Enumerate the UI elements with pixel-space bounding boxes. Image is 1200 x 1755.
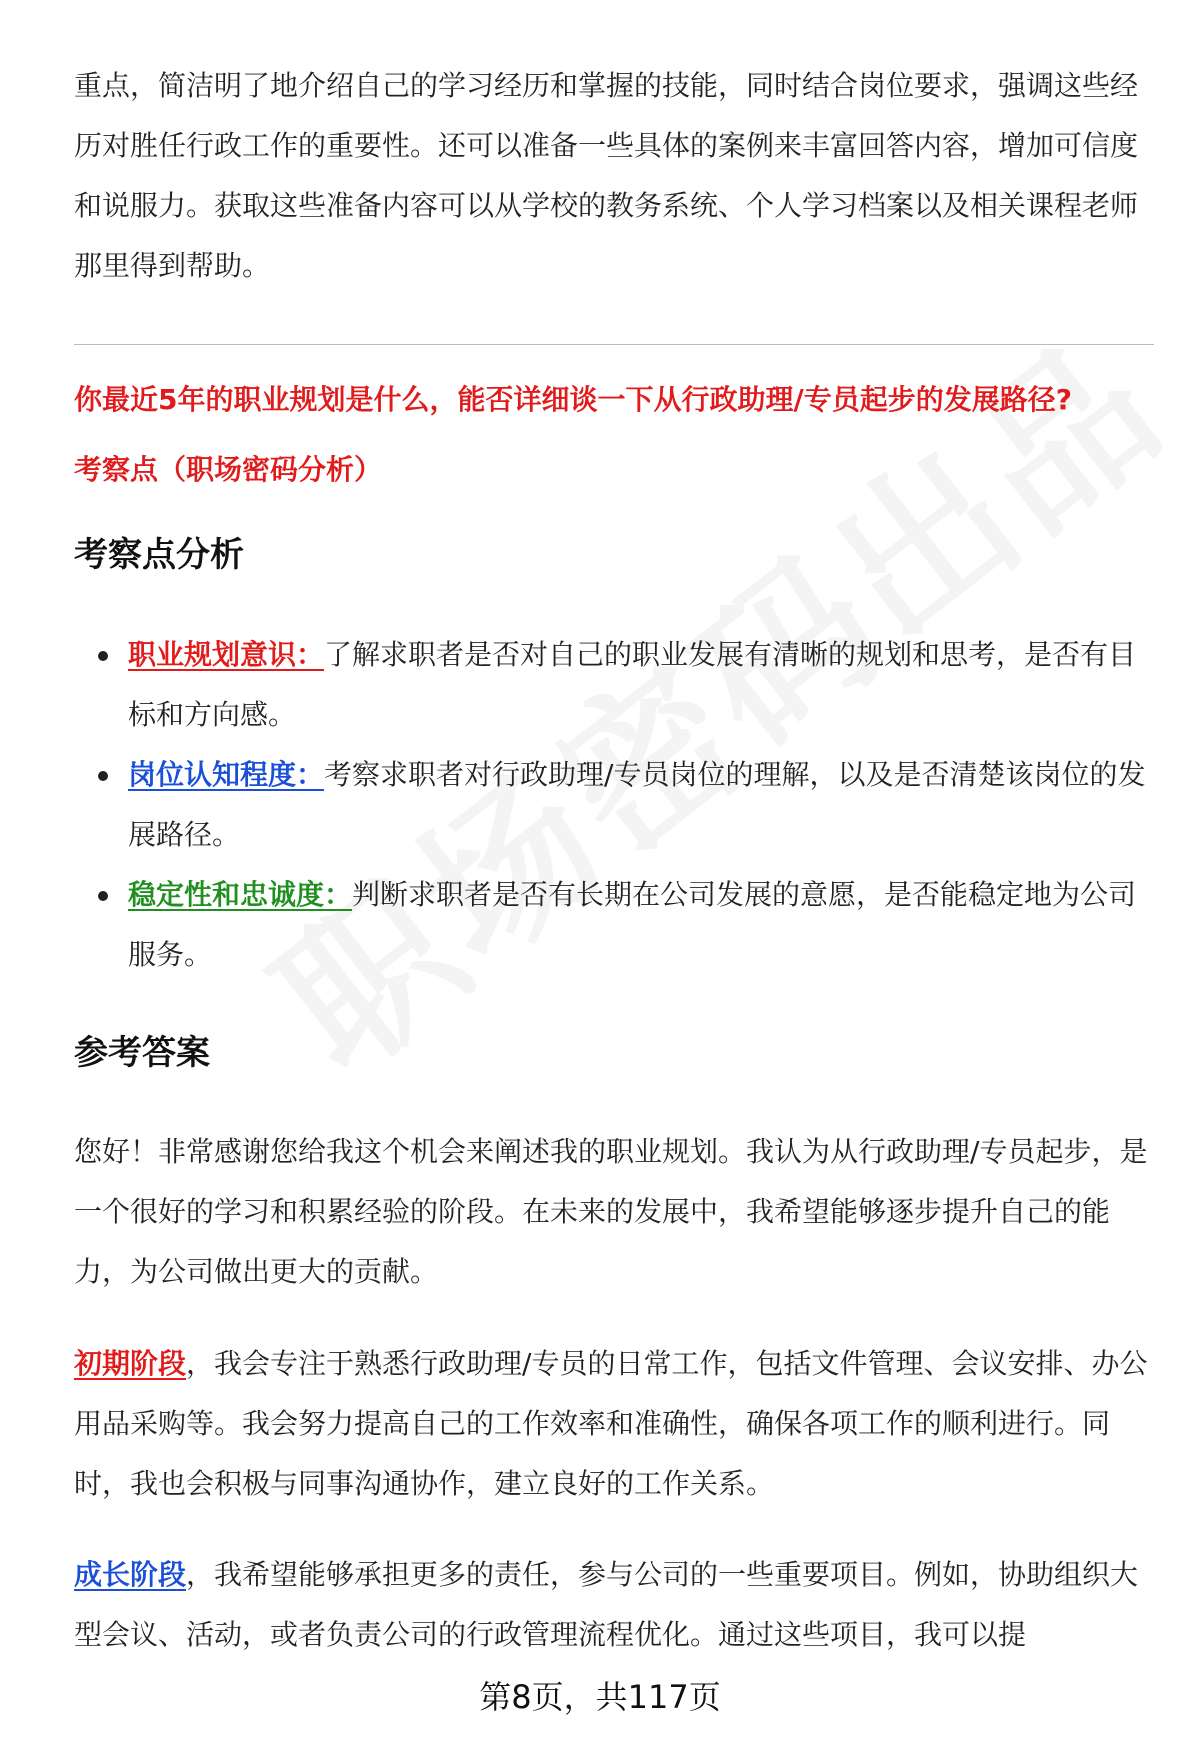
bullet-icon	[98, 651, 108, 661]
section-divider	[74, 344, 1154, 345]
answer-heading: 参考答案	[74, 1033, 210, 1073]
bullet-icon	[98, 771, 108, 781]
stage1-label: 初期阶段	[74, 1347, 187, 1380]
question-subtitle: 考察点（职场密码分析）	[74, 453, 383, 486]
analysis-point-label: 岗位认知程度：	[128, 758, 325, 791]
analysis-point-text: 判断求职者是否有长期在公司发展的意愿，是否能稳定地为公司服务。	[128, 878, 1137, 971]
analysis-point-label: 稳定性和忠诚度：	[128, 878, 353, 911]
page-number-footer: 第8页，共117页	[479, 1678, 721, 1716]
stage1-paragraph	[74, 1334, 1154, 1514]
analysis-heading: 考察点分析	[74, 535, 244, 575]
stage2-paragraph	[74, 1545, 1154, 1665]
stage2-label: 成长阶段	[74, 1558, 187, 1591]
analysis-point	[74, 625, 1164, 745]
analysis-point-text: 考察求职者对行政助理/专员岗位的理解，以及是否清楚该岗位的发展路径。	[128, 758, 1146, 851]
analysis-point-label: 职业规划意识：	[128, 638, 325, 671]
stage2-text: ，我希望能够承担更多的责任，参与公司的一些重要项目。例如，协助组织大型会议、活动，或者负责公司的行政管理流程优化。通过这些项目，我可以提	[74, 1558, 1139, 1651]
analysis-list	[74, 625, 1164, 985]
answer-intro-paragraph: 您好！非常感谢您给我这个机会来阐述我的职业规划。我认为从行政助理/专员起步，是一个很好的学习和积累经验的阶段。在未来的发展中，我希望能够逐步提升自己的能力，为公司做出更大的贡献。	[74, 1135, 1148, 1288]
analysis-point-text: 了解求职者是否对自己的职业发展有清晰的规划和思考，是否有目标和方向感。	[128, 638, 1137, 731]
bullet-icon	[98, 891, 108, 901]
analysis-point	[74, 865, 1164, 985]
analysis-point	[74, 745, 1164, 865]
stage1-text: ，我会专注于熟悉行政助理/专员的日常工作，包括文件管理、会议安排、办公用品采购等。我会努力提高自己的工作效率和准确性，确保各项工作的顺利进行。同时，我也会积极与同事沟通协作，建立良好的工作关系。	[74, 1347, 1148, 1500]
interview-question: 你最近5年的职业规划是什么，能否详细谈一下从行政助理/专员起步的发展路径?	[74, 383, 1072, 416]
intro-paragraph: 重点，简洁明了地介绍自己的学习经历和掌握的技能，同时结合岗位要求，强调这些经历对胜任行政工作的重要性。还可以准备一些具体的案例来丰富回答内容，增加可信度和说服力。获取这些准备内容可以从学校的教务系统、个人学习档案以及相关课程老师那里得到帮助。	[74, 69, 1139, 282]
